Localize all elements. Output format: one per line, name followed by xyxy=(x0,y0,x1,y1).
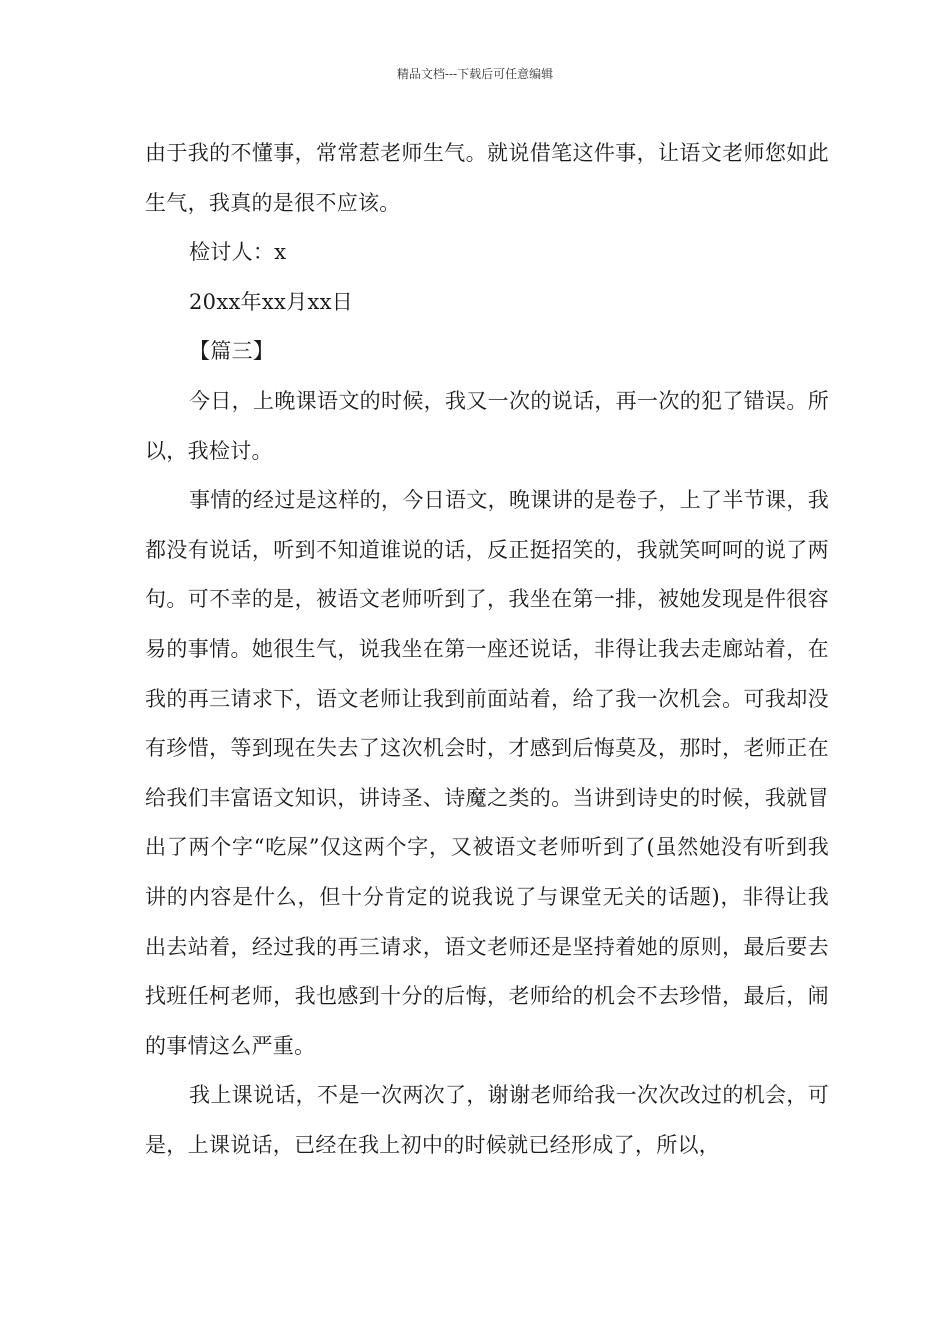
paragraph-4: 我上课说话，不是一次两次了，谢谢老师给我一次次改过的机会，可是，上课说话，已经在我上初中的时候就已经形成了，所以， xyxy=(145,1083,829,1157)
signature-line: 检讨人：x xyxy=(189,240,287,265)
page-header: 精品文档---下载后可任意编辑 xyxy=(396,67,554,81)
date-line: 20xx年xx月xx日 xyxy=(189,289,354,314)
document-body xyxy=(145,129,829,1170)
paragraph-3: 事情的经过是这样的，今日语文，晚课讲的是卷子，上了半节课，我都没有说话，听到不知道谁说的话，反正挺招笑的，我就笑呵呵的说了两句。可不幸的是，被语文老师听到了，我坐在第一排，被她发现是件很容易的事情。她很生气，说我坐在第一座还说话，非得让我去走廊站着，在我的再三请求下，语文老师让我到前面站着，给了我一次机会。可我却没有珍惜，等到现在失去了这次机会时，才感到后悔莫及，那时，老师正在给我们丰富语文知识，讲诗圣、诗魔之类的。当讲到诗史的时候，我就冒出了两个字“吃屎”仅这两个字，又被语文老师听到了(虽然她没有听到我讲的内容是什么，但十分肯定的说我说了与课堂无关的话题)，非得让我出去站着，经过我的再三请求，语文老师还是坚持着她的原则，最后要去找班任柯老师，我也感到十分的后悔，老师给的机会不去珍惜，最后，闹的事情这么严重。 xyxy=(145,488,829,1058)
paragraph-1: 由于我的不懂事，常常惹老师生气。就说借笔这件事，让语文老师您如此生气，我真的是很不应该。 xyxy=(145,141,829,215)
paragraph-2: 今日，上晚课语文的时候，我又一次的说话，再一次的犯了错误。所以，我检讨。 xyxy=(145,388,829,463)
section-heading: 【篇三】 xyxy=(189,339,275,364)
